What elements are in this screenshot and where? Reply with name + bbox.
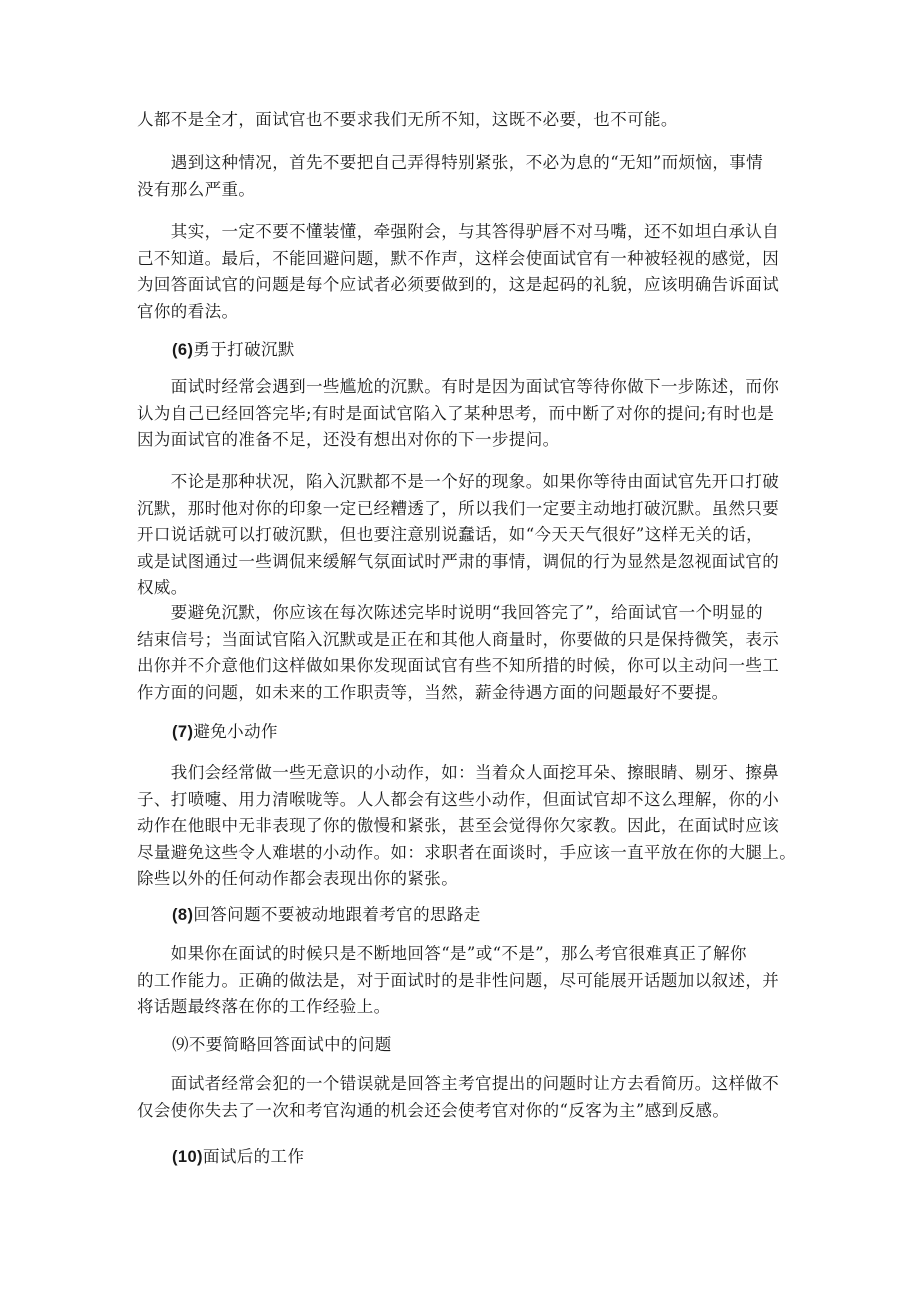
text-line: 为回答面试官的问题是每个应试者必须要做到的，这是起码的礼貌，应该明确告诉面试: [137, 275, 780, 294]
text-line: 人都不是全才，面试官也不要求我们无所不知，这既不必要，也不可能。: [137, 110, 678, 129]
text-line: 的工作能力。正确的做法是，对于面试时的是非性问题，尽可能展开话题加以叙述，并: [137, 970, 780, 990]
text-line: 开口说话就可以打破沉默，但也要注意别说蠢话，如“今天天气很好”这样无关的话，: [137, 525, 764, 544]
text-line: 不论是那种状况，陷入沉默都不是一个好的现象。如果你等待由面试官先开口打破: [137, 472, 780, 491]
section-number: (10): [172, 1148, 203, 1166]
text-line: 己不知道。最后，不能回避问题，默不作声，这样会使面试官有一种被轻视的感觉，因: [137, 248, 780, 268]
text-line: 面试时经常会遇到一些尴尬的沉默。有时是因为面试官等待你做下一步陈述，而你: [137, 377, 780, 396]
text-line: 尽量避免这些令人难堪的小动作。如：求职者在面谈时，手应该一直平放在你的大腿上。: [137, 842, 797, 862]
section-title: 回答问题不要被动地跟着考官的思路走: [193, 905, 481, 924]
text-line: 我们会经常做一些无意识的小动作，如：当着众人面挖耳朵、擦眼睛、剔牙、擦鼻: [137, 763, 780, 782]
text-line: 出你并不介意他们这样做如果你发现面试官有些不知所措的时候，你可以主动问一些工: [137, 656, 780, 675]
text-line: 将话题最终落在你的工作经验上。: [137, 997, 391, 1016]
text-line: 遇到这种情况，首先不要把自己弄得特别紧张，不必为息的“无知”而烦恼，事情: [137, 153, 764, 172]
paragraph: [137, 107, 787, 134]
section-number: (6): [172, 341, 194, 359]
text-line: 结束信号；当面试官陷入沉默或是正在和其他人商量时，你要做的只是保持微笑，表示: [137, 629, 780, 649]
text-line: 仅会使你失去了一次和考官沟通的机会还会使考官对你的“反客为主”感到反感。: [137, 1100, 730, 1120]
text-line: 沉默，那时他对你的印象一定已经糟透了，所以我们一定要主动地打破沉默。虽然只要: [137, 498, 780, 518]
text-line: 官你的看法。: [137, 301, 239, 321]
paragraph: [137, 941, 787, 1021]
section-title: 面试后的工作: [202, 1147, 305, 1166]
text-line: 动作在他眼中无非表现了你的傲慢和紧张，甚至会觉得你欠家教。因此，在面试时应该: [137, 816, 780, 835]
section-title: 勇于打破沉默: [193, 340, 295, 359]
text-line: 没有那么严重。: [137, 179, 256, 199]
paragraph: [137, 600, 787, 706]
text-line: 如果你在面试的时候只是不断地回答“是”或“不是”，那么考官很难真正了解你: [137, 944, 747, 963]
paragraph: [137, 374, 787, 454]
text-line: 或是试图通过一些调侃来缓解气氛面试时严肃的事情，调侃的行为显然是忽视面试官的: [137, 551, 780, 571]
paragraph: [137, 219, 787, 325]
text-line: 因为面试官的准备不足，还没有想出对你的下一步提问。: [137, 430, 560, 449]
text-line: 要避免沉默，你应该在每次陈述完毕时说明“我回答完了”，给面试官一个明显的: [137, 603, 764, 622]
paragraph: [137, 150, 787, 203]
section-number: (8): [172, 906, 194, 924]
section-heading: [172, 1144, 304, 1170]
section-title: 避免小动作: [193, 722, 278, 741]
text-line: 除些以外的任何动作都会表现出你的紧张。: [137, 869, 459, 888]
paragraph: [137, 469, 787, 602]
section-heading: [172, 902, 481, 928]
paragraph: [137, 760, 797, 893]
text-line: 子、打喷嚏、用力清喉咙等。人人都会有这些小动作，但面试官却不这么理解，你的小: [137, 789, 780, 809]
text-line: 面试者经常会犯的一个错误就是回答主考官提出的问题时让方去看简历。这样做不: [137, 1074, 780, 1093]
section-number: (7): [172, 723, 194, 741]
text-line: 认为自己已经回答完毕;有时是面试官陷入了某种思考，而中断了对你的提问;有时也是: [137, 403, 775, 423]
section-number: ⑼: [172, 1035, 189, 1054]
text-line: 权威。: [137, 578, 188, 597]
text-line: 其实，一定不要不懂装懂，牵强附会，与其答得驴唇不对马嘴，还不如坦白承认自: [137, 222, 780, 241]
section-heading: [172, 337, 295, 363]
text-line: 作方面的问题，如未来的工作职责等，当然，薪金待遇方面的问题最好不要提。: [137, 682, 729, 702]
section-heading: [172, 1032, 392, 1058]
section-title: 不要简略回答面试中的问题: [188, 1035, 392, 1054]
paragraph: [137, 1071, 787, 1124]
section-heading: [172, 719, 278, 745]
